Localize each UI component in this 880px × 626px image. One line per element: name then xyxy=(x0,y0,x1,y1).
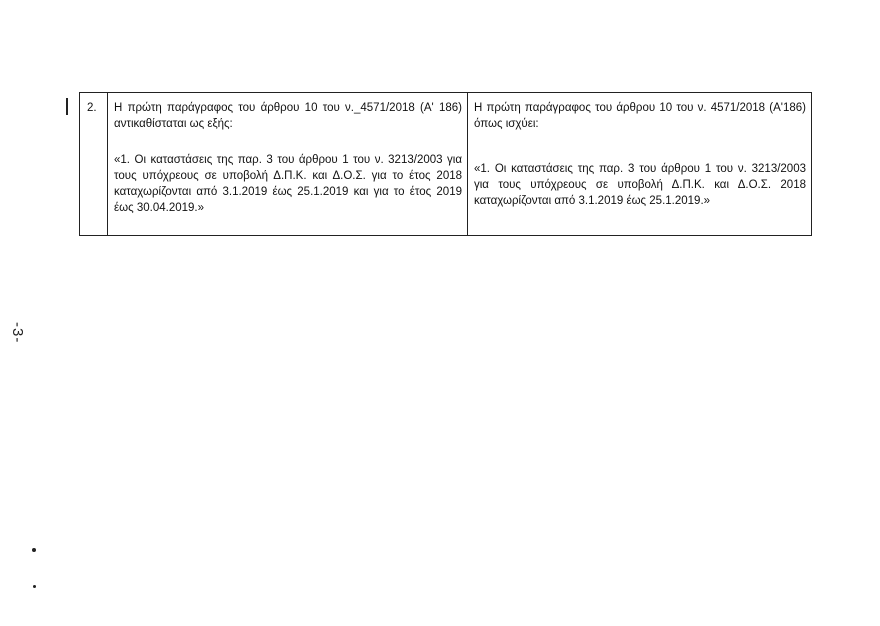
comparison-table xyxy=(79,92,812,236)
amended-heading: Η πρώτη παράγραφος του άρθρου 10 του ν._4571/2018 (Α' 186) αντικαθίσταται ως εξής: xyxy=(114,102,462,130)
current-quote: «1. Οι καταστάσεις της παρ. 3 του άρθρου 1 του ν. 3213/2003 για τους υπόχρεους σε υποβολή Δ.Π.Κ. και Δ.Ο.Σ. 2018 καταχωρίζονται από 3.1.2019 έως 25.1.2019.» xyxy=(474,163,806,207)
margin-mark xyxy=(66,98,68,115)
amended-quote: «1. Οι καταστάσεις της παρ. 3 του άρθρου 1 του ν. 3213/2003 για τους υπόχρεους σε υποβολή Δ.Π.Κ. και Δ.Ο.Σ. για το έτος 2018 καταχωρίζονται από 3.1.2019 έως 25.1.2019 και για το έτος 2019 έως 30.04.2019.» xyxy=(114,154,462,214)
table-row xyxy=(80,93,812,236)
amended-text-cell xyxy=(108,93,468,236)
current-heading: Η πρώτη παράγραφος του άρθρου 10 του ν. 4571/2018 (Α'186) όπως ισχύει: xyxy=(474,102,806,130)
scan-dot xyxy=(32,548,36,552)
row-number-cell xyxy=(80,93,108,236)
current-text-cell xyxy=(468,93,812,236)
row-number: 2. xyxy=(87,102,97,114)
page-number: -3- xyxy=(9,322,26,344)
scan-dot xyxy=(33,585,36,588)
